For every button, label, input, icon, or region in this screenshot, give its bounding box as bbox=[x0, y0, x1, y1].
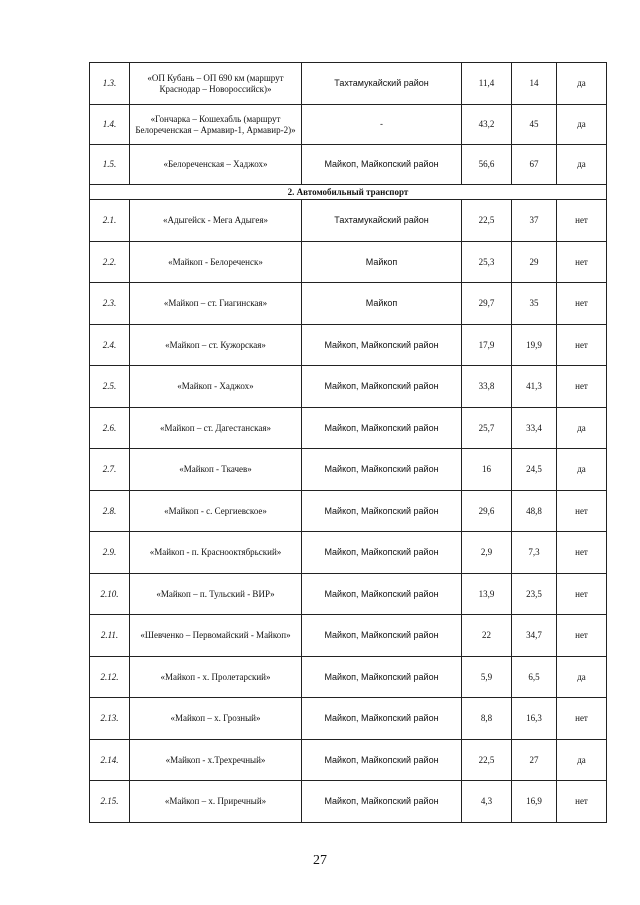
length-value: 22,5 bbox=[462, 739, 512, 781]
flag-value: нет bbox=[557, 490, 607, 532]
flag-value: нет bbox=[557, 366, 607, 408]
flag-value: да bbox=[557, 145, 607, 185]
length-value: 11,4 bbox=[462, 63, 512, 105]
route-name: «Шевченко – Первомайский - Майкоп» bbox=[130, 615, 302, 657]
length-value: 2,9 bbox=[462, 532, 512, 574]
route-length-value: 6,5 bbox=[512, 656, 557, 698]
row-number: 2.6. bbox=[90, 407, 130, 449]
district-name: Майкоп, Майкопский район bbox=[302, 324, 462, 366]
row-number: 2.10. bbox=[90, 573, 130, 615]
row-number: 1.5. bbox=[90, 145, 130, 185]
row-number: 1.4. bbox=[90, 105, 130, 145]
district-name: Майкоп, Майкопский район bbox=[302, 739, 462, 781]
route-length-value: 67 bbox=[512, 145, 557, 185]
flag-value: да bbox=[557, 739, 607, 781]
table-row bbox=[90, 698, 607, 740]
length-value: 5,9 bbox=[462, 656, 512, 698]
table-row bbox=[90, 490, 607, 532]
flag-value: нет bbox=[557, 615, 607, 657]
route-name: «Майкоп – ст. Кужорская» bbox=[130, 324, 302, 366]
length-value: 17,9 bbox=[462, 324, 512, 366]
length-value: 22,5 bbox=[462, 200, 512, 242]
district-name: Майкоп, Майкопский район bbox=[302, 573, 462, 615]
district-name: Тахтамукайский район bbox=[302, 200, 462, 242]
route-length-value: 24,5 bbox=[512, 449, 557, 491]
table-row bbox=[90, 407, 607, 449]
table-row bbox=[90, 615, 607, 657]
length-value: 56,6 bbox=[462, 145, 512, 185]
district-name: Майкоп, Майкопский район bbox=[302, 615, 462, 657]
route-name: «Майкоп - п. Краснооктябрьский» bbox=[130, 532, 302, 574]
table-row bbox=[90, 145, 607, 185]
flag-value: да bbox=[557, 449, 607, 491]
length-value: 13,9 bbox=[462, 573, 512, 615]
district-name: Майкоп, Майкопский район bbox=[302, 490, 462, 532]
flag-value: да bbox=[557, 407, 607, 449]
row-number: 2.3. bbox=[90, 283, 130, 325]
flag-value: нет bbox=[557, 200, 607, 242]
route-name: «Майкоп - Белореченск» bbox=[130, 241, 302, 283]
table-row bbox=[90, 324, 607, 366]
routes-table bbox=[89, 62, 607, 823]
flag-value: нет bbox=[557, 241, 607, 283]
table-row bbox=[90, 366, 607, 408]
flag-value: нет bbox=[557, 324, 607, 366]
row-number: 2.13. bbox=[90, 698, 130, 740]
district-name: Майкоп, Майкопский район bbox=[302, 407, 462, 449]
route-length-value: 27 bbox=[512, 739, 557, 781]
length-value: 16 bbox=[462, 449, 512, 491]
route-length-value: 23,5 bbox=[512, 573, 557, 615]
flag-value: да bbox=[557, 63, 607, 105]
route-name: «Майкоп – х. Приречный» bbox=[130, 781, 302, 823]
route-length-value: 7,3 bbox=[512, 532, 557, 574]
district-name: - bbox=[302, 105, 462, 145]
section-title: 2. Автомобильный транспорт bbox=[90, 185, 607, 200]
row-number: 2.8. bbox=[90, 490, 130, 532]
table-row bbox=[90, 200, 607, 242]
table-row bbox=[90, 532, 607, 574]
route-length-value: 35 bbox=[512, 283, 557, 325]
flag-value: нет bbox=[557, 781, 607, 823]
route-name: «Майкоп – х. Грозный» bbox=[130, 698, 302, 740]
district-name: Тахтамукайский район bbox=[302, 63, 462, 105]
district-name: Майкоп bbox=[302, 283, 462, 325]
row-number: 2.1. bbox=[90, 200, 130, 242]
district-name: Майкоп, Майкопский район bbox=[302, 366, 462, 408]
route-name: «Гончарка – Кошехабль (маршрут Белореченская – Армавир-1, Армавир-2)» bbox=[130, 105, 302, 145]
route-name: «ОП Кубань – ОП 690 км (маршрут Краснодар – Новороссийск)» bbox=[130, 63, 302, 105]
route-name: «Майкоп - х.Трехречный» bbox=[130, 739, 302, 781]
row-number: 2.7. bbox=[90, 449, 130, 491]
route-name: «Белореченская – Хаджох» bbox=[130, 145, 302, 185]
flag-value: да bbox=[557, 656, 607, 698]
routes-table-body bbox=[90, 63, 607, 823]
table-row bbox=[90, 105, 607, 145]
row-number: 2.4. bbox=[90, 324, 130, 366]
row-number: 2.11. bbox=[90, 615, 130, 657]
route-length-value: 48,8 bbox=[512, 490, 557, 532]
length-value: 43,2 bbox=[462, 105, 512, 145]
length-value: 29,7 bbox=[462, 283, 512, 325]
route-name: «Адыгейск - Мега Адыгея» bbox=[130, 200, 302, 242]
district-name: Майкоп, Майкопский район bbox=[302, 781, 462, 823]
district-name: Майкоп bbox=[302, 241, 462, 283]
row-number: 1.3. bbox=[90, 63, 130, 105]
district-name: Майкоп, Майкопский район bbox=[302, 145, 462, 185]
row-number: 2.2. bbox=[90, 241, 130, 283]
flag-value: да bbox=[557, 105, 607, 145]
route-name: «Майкоп - Ткачев» bbox=[130, 449, 302, 491]
route-name: «Майкоп - х. Пролетарский» bbox=[130, 656, 302, 698]
row-number: 2.12. bbox=[90, 656, 130, 698]
flag-value: нет bbox=[557, 283, 607, 325]
route-name: «Майкоп - Хаджох» bbox=[130, 366, 302, 408]
route-length-value: 16,9 bbox=[512, 781, 557, 823]
table-row bbox=[90, 241, 607, 283]
row-number: 2.15. bbox=[90, 781, 130, 823]
route-name: «Майкоп - с. Сергиевское» bbox=[130, 490, 302, 532]
route-name: «Майкоп – п. Тульский - ВИР» bbox=[130, 573, 302, 615]
route-length-value: 34,7 bbox=[512, 615, 557, 657]
route-length-value: 45 bbox=[512, 105, 557, 145]
length-value: 22 bbox=[462, 615, 512, 657]
route-length-value: 29 bbox=[512, 241, 557, 283]
table-row bbox=[90, 656, 607, 698]
table-row bbox=[90, 449, 607, 491]
table-row bbox=[90, 739, 607, 781]
route-length-value: 19,9 bbox=[512, 324, 557, 366]
row-number: 2.14. bbox=[90, 739, 130, 781]
flag-value: нет bbox=[557, 573, 607, 615]
district-name: Майкоп, Майкопский район bbox=[302, 532, 462, 574]
route-length-value: 14 bbox=[512, 63, 557, 105]
length-value: 29,6 bbox=[462, 490, 512, 532]
table-row bbox=[90, 781, 607, 823]
route-length-value: 37 bbox=[512, 200, 557, 242]
length-value: 8,8 bbox=[462, 698, 512, 740]
table-row bbox=[90, 573, 607, 615]
route-length-value: 33,4 bbox=[512, 407, 557, 449]
district-name: Майкоп, Майкопский район bbox=[302, 656, 462, 698]
flag-value: нет bbox=[557, 698, 607, 740]
flag-value: нет bbox=[557, 532, 607, 574]
row-number: 2.5. bbox=[90, 366, 130, 408]
table-row bbox=[90, 63, 607, 105]
length-value: 4,3 bbox=[462, 781, 512, 823]
length-value: 25,3 bbox=[462, 241, 512, 283]
route-name: «Майкоп – ст. Дагестанская» bbox=[130, 407, 302, 449]
route-name: «Майкоп – ст. Гиагинская» bbox=[130, 283, 302, 325]
page-number: 27 bbox=[313, 853, 327, 868]
row-number: 2.9. bbox=[90, 532, 130, 574]
section-header-row bbox=[90, 185, 607, 200]
district-name: Майкоп, Майкопский район bbox=[302, 698, 462, 740]
route-length-value: 41,3 bbox=[512, 366, 557, 408]
district-name: Майкоп, Майкопский район bbox=[302, 449, 462, 491]
table-row bbox=[90, 283, 607, 325]
length-value: 25,7 bbox=[462, 407, 512, 449]
length-value: 33,8 bbox=[462, 366, 512, 408]
route-length-value: 16,3 bbox=[512, 698, 557, 740]
